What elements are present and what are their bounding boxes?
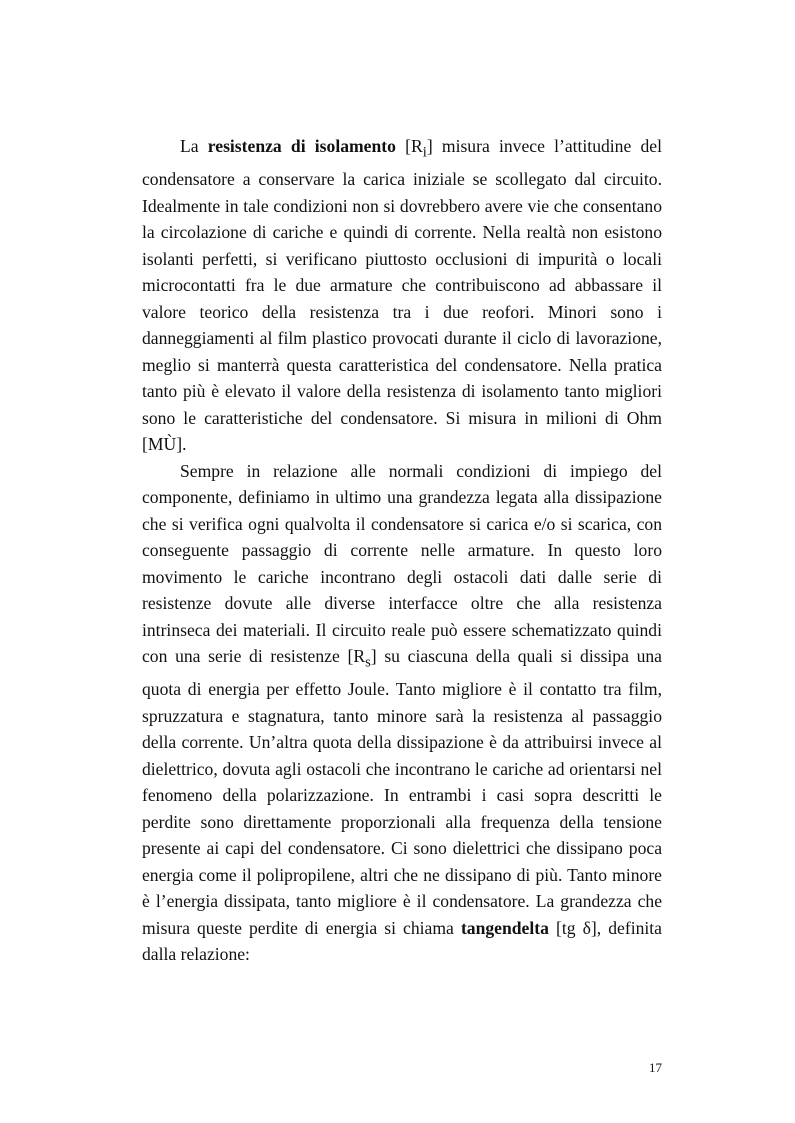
p2-text-c: [tg δ], definita dalla relazione: <box>142 917 662 965</box>
p2-text-a: Sempre in relazione alle normali condizioni di impiego del componente, definiamo in ultimo una grandezza legata alla dissipazione che si verifica ogni qualvolta il condensatore si carica e/o si scarica, con conseguente passaggio di corrente nelle armature. In questo loro movimento le cariche incontrano degli ostacoli dati dalle serie di resistenze dovute alle diverse interfacce oltre che alla resistenza intrinseca dei materiali. Il circuito reale può essere schematizzato quindi con una serie di resistenze [R <box>142 460 662 667</box>
p1-text-a: La <box>180 136 208 156</box>
p2-text-b: ] su ciascuna della quali si dissipa una quota di energia per effetto Joule. Tanto migliore è il contatto tra film, spruzzatura e stagnatura, tanto minore sarà la resistenza al passaggio della corrente. Un’altra quota della dissipazione è da attribuirsi invece al dielettrico, dovuta agli ostacoli che incontrano le cariche ad orientarsi nel fenomeno della polarizzazione. In entrambi i casi sopra descritti le perdite sono direttamente proporzionali alla frequenza della tensione presente ai capi del condensatore. Ci sono dielettrici che dissipano poca energia come il polipropilene, altri che ne dissipano di più. Tanto minore è l’energia dissipata, tanto migliore è il condensatore. La grandezza che misura queste perdite di energia si chiama <box>142 646 662 938</box>
body-text <box>142 133 662 968</box>
subscript-i: i <box>422 144 427 161</box>
term-resistenza-di-isolamento: resistenza di isolamento <box>207 136 396 156</box>
subscript-s: s <box>365 654 371 671</box>
paragraph-insulation-resistance <box>142 133 662 458</box>
page-number: 17 <box>649 1060 662 1075</box>
p1-text-c: ] misura invece l’attitudine del condensatore a conservare la carica iniziale se scollegato dal circuito. Idealmente in tale condizioni non si dovrebbero avere vie che consentano la circolazione di cariche e quindi di corrente. Nella realtà non esistono isolanti perfetti, si verificano piuttosto occlusioni di impurità o locali microcontatti fra le due armature che contribuiscono ad abbassare il valore teorico della resistenza tra i due reofori. Minori sono i danneggiamenti al film plastico provocati durante il ciclo di lavorazione, meglio si manterrà questa caratteristica del condensatore. Nella pratica tanto più è elevato il valore della resistenza di isolamento tanto migliori sono le caratteristiche del condensatore. Si misura in milioni di Ohm [MÙ]. <box>142 136 662 455</box>
paragraph-dissipation <box>142 458 662 968</box>
term-tangendelta: tangendelta <box>460 917 549 938</box>
p1-text-b: [R <box>395 136 423 156</box>
